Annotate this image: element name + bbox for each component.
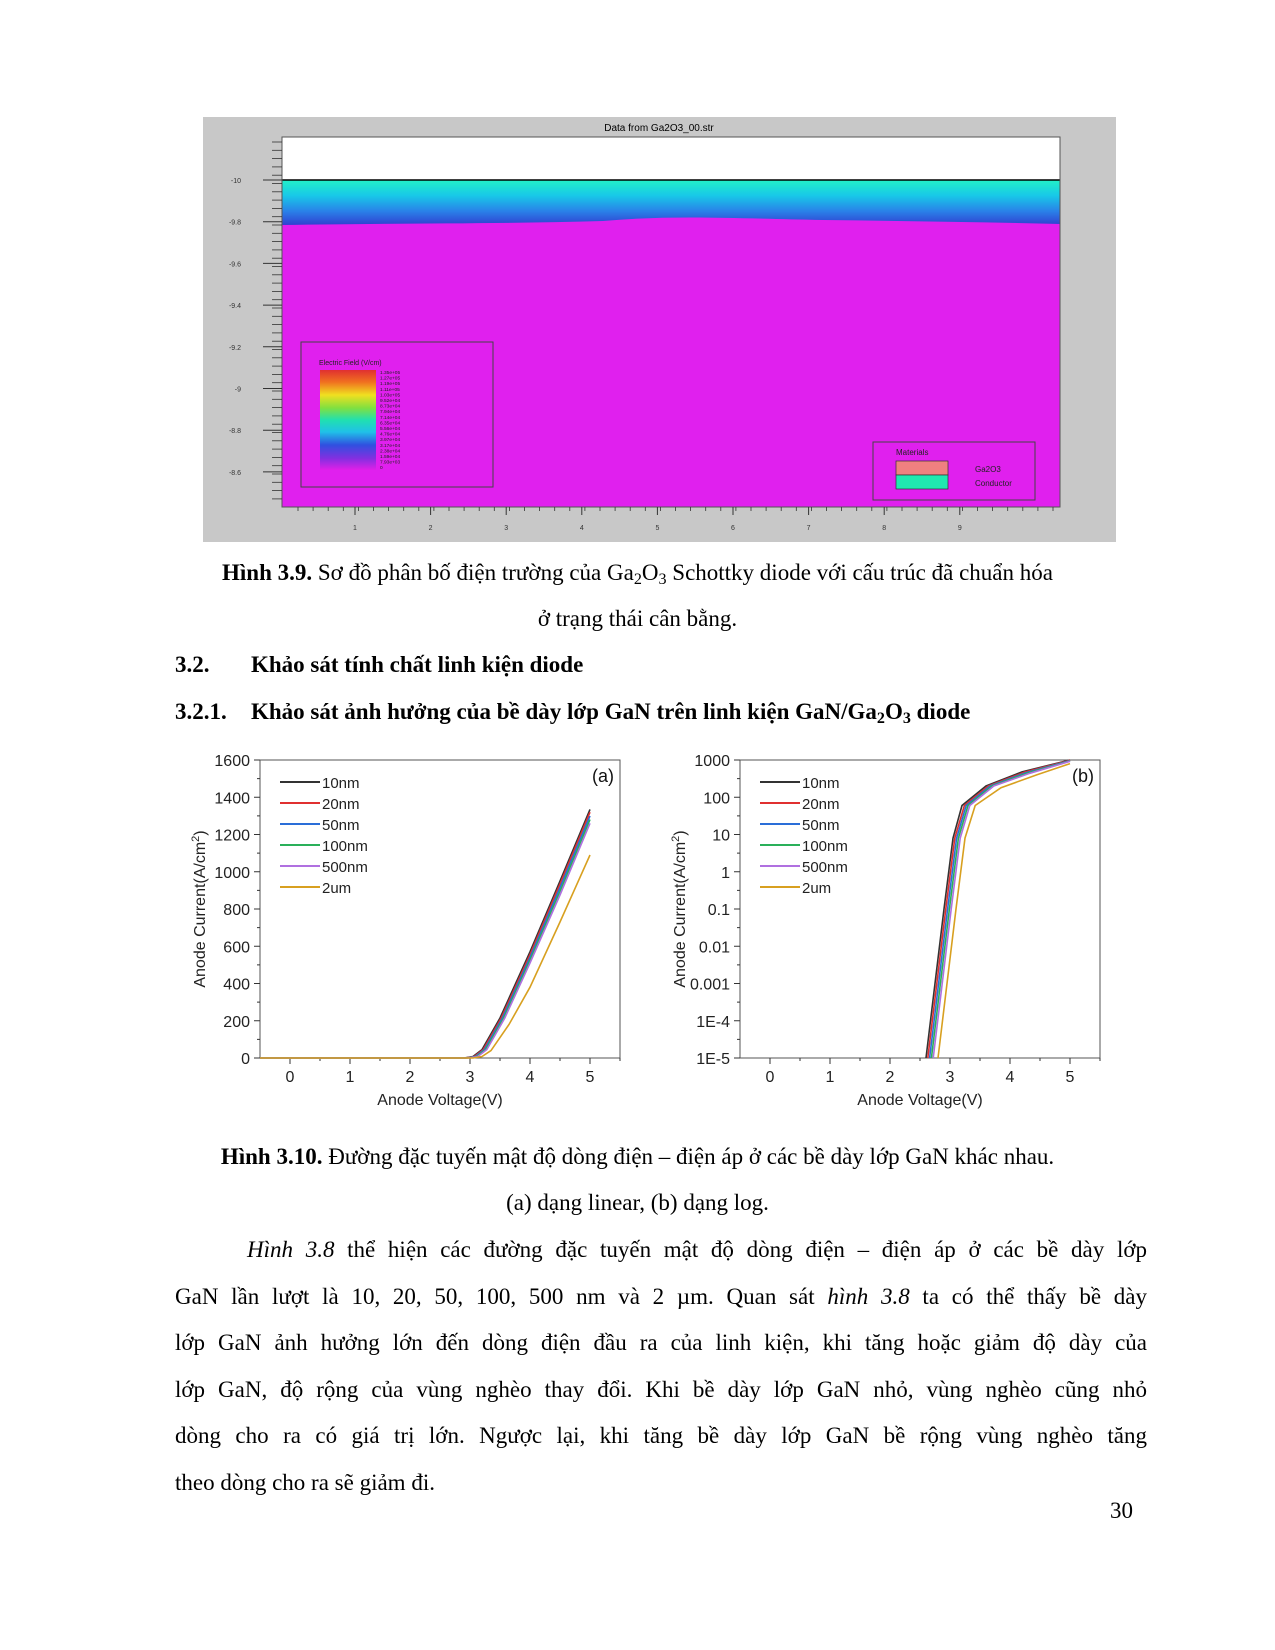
electric-field-legend (301, 342, 493, 487)
field-legend-value: 8.73e+04 (380, 404, 401, 410)
field-legend-value: 4.76e+04 (380, 432, 401, 438)
x-tick-label: 2 (405, 1069, 415, 1086)
materials-legend (873, 442, 1035, 500)
section-number: 3.2. (175, 652, 210, 677)
body-paragraph (175, 1227, 1147, 1506)
section-title: Khảo sát tính chất linh kiện diode (251, 652, 584, 677)
field-legend-value: 7.93e+03 (380, 460, 401, 466)
sim-x-tick-label: 5 (655, 525, 660, 532)
caption-label: Hình 3.10. (220, 1144, 323, 1169)
subscript: 3 (902, 710, 911, 728)
y-tick-label: 400 (223, 976, 250, 994)
y-tick-label: 10 (712, 827, 730, 845)
figure-3-9-caption-line2: ở trạng thái cân bằng. (537, 606, 738, 631)
x-tick-label: 4 (1005, 1069, 1015, 1086)
legend-label-100nm: 100nm (802, 838, 848, 855)
sim-y-tick-label: -10 (230, 178, 241, 185)
sim-x-tick-label: 1 (353, 525, 357, 532)
field-legend-value: 3.97e+04 (380, 438, 401, 444)
x-tick-label: 5 (1065, 1069, 1075, 1086)
log-iv-chart (660, 748, 1130, 1118)
y-tick-label: 1000 (214, 864, 250, 882)
sim-y-tick-label: -9.4 (228, 303, 241, 311)
paragraph-line: lớp GaN, độ rộng của vùng nghèo thay đổi. Khi bề dày lớp GaN nhỏ, vùng nghèo cũng nhỏ (175, 1376, 1147, 1402)
x-tick-label: 2 (885, 1069, 895, 1086)
linear-iv-chart (180, 748, 650, 1118)
figure-3-10-caption-line2: (a) dạng linear, (b) dạng log. (506, 1190, 769, 1215)
section-title: O (884, 699, 903, 724)
field-legend-value: 1.03e+05 (380, 393, 401, 399)
material-swatch-conductor (896, 475, 948, 489)
field-legend-colorbar (320, 370, 376, 470)
y-tick-label: 800 (223, 902, 250, 919)
field-legend-value: 3.17e+04 (380, 443, 401, 449)
legend-label-100nm: 100nm (322, 838, 368, 855)
field-legend-value: 1.27e+05 (380, 376, 401, 382)
caption-text: Sơ đồ phân bố điện trường của Ga (312, 560, 634, 585)
x-tick-label: 3 (945, 1069, 955, 1086)
y-tick-label: 1000 (694, 753, 730, 770)
field-legend-value: 6.35e+04 (380, 421, 401, 427)
field-legend-value: 5.56e+04 (380, 427, 401, 432)
legend-label-500nm: 500nm (802, 859, 848, 876)
field-legend-value: 1.19e+05 (380, 382, 401, 388)
paragraph-line: theo dòng cho ra sẽ giảm đi. (175, 1469, 435, 1495)
figure-reference: Hình 3.8 (247, 1237, 335, 1262)
paragraph-text: GaN lần lượt là 10, 20, 50, 100, 500 nm và 2 µm. Quan sát (175, 1283, 828, 1309)
figure-3-10-caption (0, 1134, 1275, 1180)
section-number: 3.2.1. (175, 699, 227, 724)
caption-text: Schottky diode với cấu trúc đã chuẩn hóa (666, 560, 1053, 585)
field-legend-value: 1.59e+04 (380, 455, 401, 460)
sim-x-tick-label: 8 (882, 525, 887, 532)
section-heading-3-2-1 (175, 699, 970, 728)
sim-y-tick-label: -9.6 (228, 261, 241, 269)
figure-reference: hình 3.8 (827, 1283, 910, 1309)
x-tick-label: 3 (465, 1069, 475, 1086)
x-axis-label: Anode Voltage(V) (377, 1092, 503, 1109)
y-tick-label: 0.01 (698, 939, 730, 957)
y-tick-label: 100 (703, 790, 730, 808)
y-tick-label: 1400 (214, 790, 250, 808)
paragraph-line (175, 1274, 1147, 1321)
paragraph-line: lớp GaN ảnh hưởng lớn đến dòng điện đầu ra của linh kiện, khi tăng hoặc giảm độ dày của (175, 1330, 1147, 1355)
legend-label-10nm: 10nm (322, 775, 360, 792)
electric-field-simulation-figure (203, 117, 1116, 542)
page-number: 30 (1110, 1498, 1133, 1523)
sim-y-tick-label: -9.2 (228, 344, 241, 352)
field-legend-value: 1.35e+05 (380, 371, 401, 376)
y-tick-label: 200 (223, 1013, 250, 1031)
legend-label-50nm: 50nm (322, 817, 360, 834)
y-tick-label: 0.001 (689, 976, 730, 994)
legend-label-10nm: 10nm (802, 775, 840, 792)
subscript: 2 (876, 710, 885, 728)
legend-label-50nm: 50nm (802, 817, 840, 834)
caption-label: Hình 3.9. (222, 560, 313, 585)
paragraph-text: thể hiện các đường đặc tuyến mật độ dòng điện – điện áp ở các bề dày lớp (334, 1237, 1148, 1262)
sim-x-tick-label: 7 (806, 525, 811, 532)
sim-x-tick-label: 2 (428, 525, 433, 532)
material-swatch-ga2o3 (896, 461, 948, 475)
y-tick-label: 1E-5 (696, 1051, 730, 1068)
field-legend-value: 1.11e+05 (380, 387, 400, 393)
x-tick-label: 1 (825, 1069, 835, 1086)
x-tick-label: 0 (765, 1069, 775, 1086)
caption-text: Đường đặc tuyến mật độ dòng điện – điện áp ở các bề dày lớp GaN khác nhau. (322, 1144, 1055, 1169)
caption-text: O (641, 560, 659, 585)
sim-y-tick-label: -9 (234, 386, 241, 394)
material-label-conductor: Conductor (975, 479, 1012, 488)
field-legend-value: 2.38e+04 (380, 449, 401, 455)
y-axis-label: Anode $Current(A/cm^2)$ (670, 830, 689, 988)
section-heading-3-2 (175, 652, 583, 678)
legend-label-2um: 2um (322, 880, 352, 897)
sim-x-tick-label: 4 (579, 525, 584, 532)
top-white-region (282, 137, 1060, 180)
paragraph-line: dòng cho ra có giá trị lớn. Ngược lại, khi tăng bề dày lớp GaN bề rộng vùng nghèo tăng (175, 1423, 1147, 1448)
sim-x-tick-label: 9 (957, 525, 962, 532)
x-tick-label: 4 (525, 1069, 535, 1086)
sim-y-tick-label: -8.8 (228, 428, 241, 436)
legend-label-20nm: 20nm (802, 796, 840, 813)
legend-label-500nm: 500nm (322, 859, 368, 876)
sim-y-tick-label: -8.6 (228, 469, 241, 477)
y-axis-label: Anode $Current(A/cm^2)$ (190, 830, 209, 988)
subscript: 3 (658, 571, 667, 589)
field-legend-value: 9.52e+04 (380, 399, 401, 404)
paragraph-line (175, 1227, 1147, 1274)
sim-x-tick-label: 3 (504, 525, 509, 532)
x-tick-label: 5 (585, 1069, 595, 1086)
paragraph-text: ta có thể thấy bề dày (909, 1283, 1147, 1309)
sim-x-tick-label: 6 (731, 525, 735, 532)
section-title: Khảo sát ảnh hưởng của bề dày lớp GaN trên linh kiện GaN/Ga (251, 699, 877, 724)
material-label-ga2o3: Ga2O3 (975, 465, 1001, 474)
y-tick-label: 0 (241, 1051, 250, 1068)
subscript: 2 (633, 571, 642, 589)
y-tick-label: 0.1 (707, 902, 730, 919)
panel-label: (a) (592, 766, 614, 786)
simulation-title: Data from Ga2O3_00.str (604, 123, 714, 134)
field-legend-value: 7.94e+04 (380, 410, 401, 416)
field-legend-title: Electric Field (V/cm) (319, 360, 382, 367)
sim-y-tick-label: -9.8 (228, 219, 241, 227)
legend-label-20nm: 20nm (322, 796, 360, 813)
y-tick-label: 600 (223, 939, 250, 957)
field-legend-value: 0 (380, 466, 383, 472)
y-tick-label: 1E-4 (696, 1013, 730, 1031)
section-title: diode (910, 699, 971, 724)
panel-label: (b) (1072, 766, 1094, 786)
y-tick-label: 1 (721, 864, 730, 882)
field-legend-value: 7.14e+04 (380, 415, 401, 421)
materials-legend-title: Materials (896, 448, 929, 457)
x-tick-label: 1 (345, 1069, 355, 1086)
y-tick-label: 1200 (214, 827, 250, 845)
legend-label-2um: 2um (802, 880, 832, 897)
x-axis-label: Anode Voltage(V) (857, 1092, 983, 1109)
x-tick-label: 0 (285, 1069, 295, 1086)
plot-frame (740, 760, 1100, 1058)
y-tick-label: 1600 (214, 753, 250, 770)
